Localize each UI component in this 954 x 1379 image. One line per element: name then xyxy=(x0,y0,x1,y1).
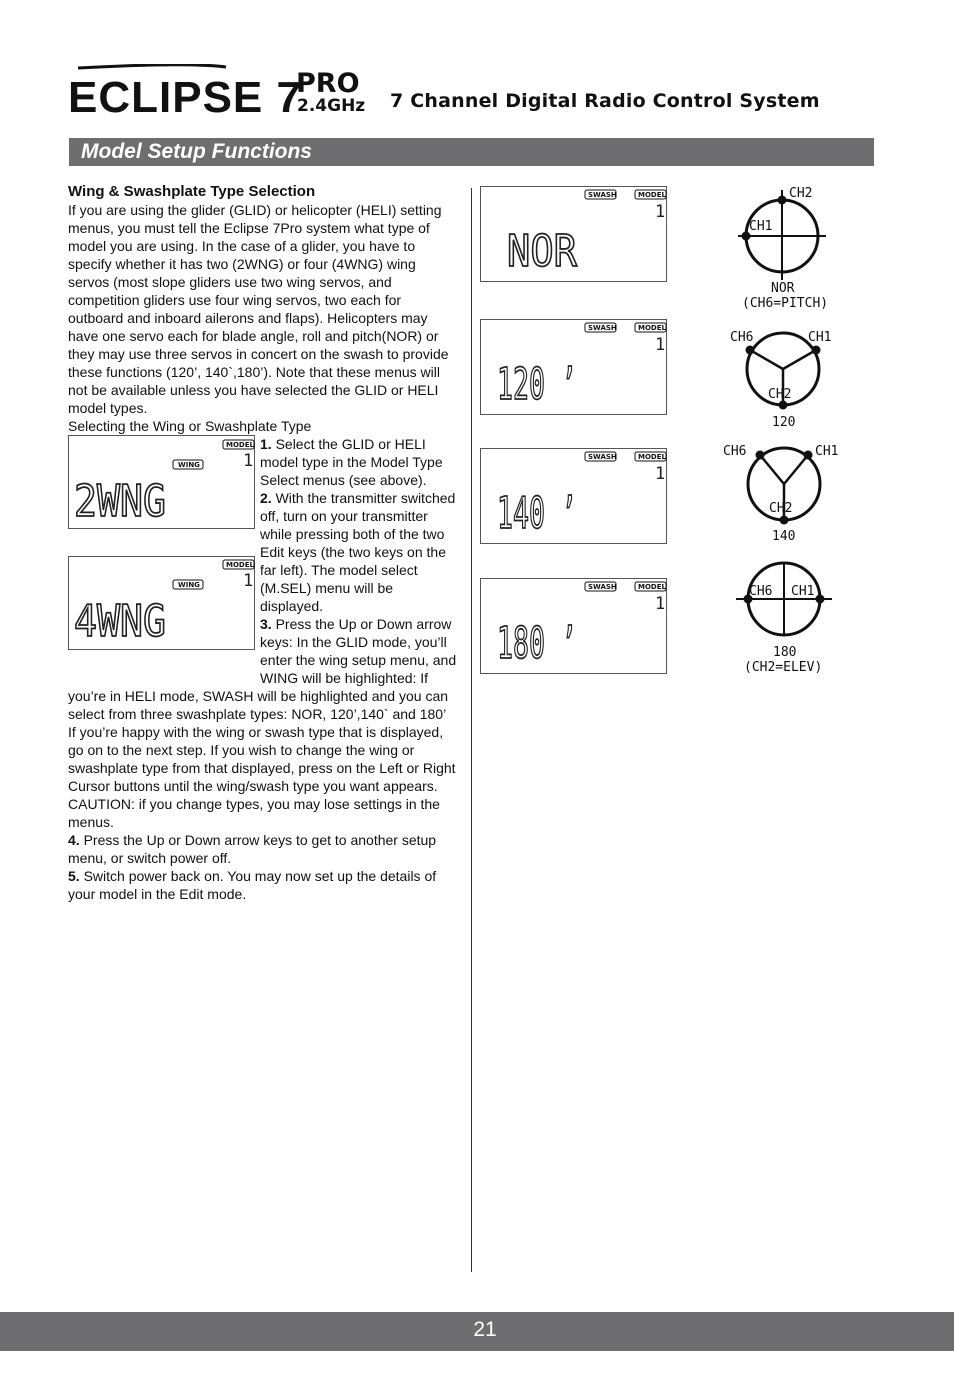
lcd-tag-model: MODEL xyxy=(638,583,666,591)
swash-diagram-180 xyxy=(720,555,860,680)
lcd-tag-model: MODEL xyxy=(638,324,666,332)
section-bar xyxy=(69,138,874,166)
lcd-model-number: 1 xyxy=(243,571,254,591)
lcd-tag-model: MODEL xyxy=(226,561,254,569)
lcd-tag-model: MODEL xyxy=(638,453,666,461)
lcd-tag-wing: WING xyxy=(178,461,200,469)
intro-paragraph: If you are using the glider (GLID) or helicopter (HELI) setting menus, you must tell the Eclipse 7Pro system what type of model you are using. In the case of a glider, you have to specify whether it has two (2WNG) or four (4WNG) wing servos (most slope gliders use two wing servos, and competition gliders use four wing servos, two each for outboard and inboard ailerons and flaps). Helicopters may have one servo each for blade angle, roll and pitch(NOR) or they may use three servos in concert on the swash to provide these functions (120’, 140`,180’). Note that these menus will not be available unless you have selected the GLID or HELI model types. xyxy=(68,202,449,416)
column-divider xyxy=(471,188,472,1272)
lcd-model-number: 1 xyxy=(655,594,666,614)
diagram-label-ch1: CH1 xyxy=(749,219,773,234)
brand-name: ECLIPSE 7 xyxy=(68,73,302,120)
lcd-tag-swash: SWASH xyxy=(588,453,617,461)
main-text-column xyxy=(68,183,458,903)
lcd-tag-model: MODEL xyxy=(226,441,254,449)
lcd-screen-140 xyxy=(480,448,667,544)
diagram-name: 120 xyxy=(772,415,796,430)
step-4: 4. Press the Up or Down arrow keys to get to another setup menu, or switch power off. xyxy=(68,832,437,866)
brand-logo xyxy=(68,64,388,120)
swash-diagram-140 xyxy=(720,438,860,553)
lcd-model-number: 1 xyxy=(655,335,666,355)
lcd-tag-swash: SWASH xyxy=(588,191,617,199)
lcd-tag-swash: SWASH xyxy=(588,583,617,591)
lcd-model-number: 1 xyxy=(243,451,254,471)
diagram-label-ch2: CH2 xyxy=(769,501,793,516)
page-number: 21 xyxy=(473,1318,497,1341)
lcd-tag-swash: SWASH xyxy=(588,324,617,332)
section-title: Model Setup Functions xyxy=(81,140,312,163)
wing-lcd-group xyxy=(68,435,258,677)
lcd-model-number: 1 xyxy=(655,202,666,222)
diagram-name: 140 xyxy=(772,529,796,544)
diagram-label-ch1: CH1 xyxy=(791,584,815,599)
lcd-screen-4wng xyxy=(68,556,255,650)
swash-diagram-120 xyxy=(720,325,860,440)
diagram-label-ch6: CH6 xyxy=(723,444,747,459)
diagram-label-ch1: CH1 xyxy=(808,330,832,345)
diagram-label-ch1: CH1 xyxy=(815,444,839,459)
footer-bar xyxy=(0,1312,954,1351)
step-3: 3. Press the Up or Down arrow keys: In the GLID mode, you’ll enter the wing setup menu, and WING will be highlighted: If you’re in HELI mode, SWASH will be highlighted and you can select from three swashplate types: NOR, 120’,140` and 180’ xyxy=(68,616,457,722)
lcd-tag-wing: WING xyxy=(178,581,200,589)
diagram-label-ch2: CH2 xyxy=(789,186,813,201)
lcd-screen-120 xyxy=(480,319,667,415)
diagram-name: 180 xyxy=(773,645,797,660)
section-heading: Wing & Swashplate Type Selection xyxy=(68,183,316,200)
step-1: 1. Select the GLID or HELI model type in the Model Type Select menus (see above). xyxy=(260,436,443,488)
diagram-label-ch2: CH2 xyxy=(768,387,792,402)
step-2: 2. With the transmitter switched off, turn on your transmitter while pressing both of the two Edit keys (the two keys on the far left). The model select (M.SEL) menu will be displayed. xyxy=(260,490,456,614)
lcd-model-number: 1 xyxy=(655,464,666,484)
lcd-screen-nor xyxy=(480,186,667,282)
lcd-tag-model: MODEL xyxy=(638,191,666,199)
header-subtitle: 7 Channel Digital Radio Control System xyxy=(390,90,820,112)
happy-paragraph: If you’re happy with the wing or swash type that is displayed, go on to the next step. If you wish to change the wing or swashplate type from that displayed, press on the Left or Right Cursor buttons until the wing/swash type you want appears. CAUTION: if you change types, you may lose settings in the menus. xyxy=(68,724,456,830)
lcd-value: 120 ’ xyxy=(497,359,577,410)
lcd-screen-2wng xyxy=(68,435,255,529)
step-5: 5. Switch power back on. You may now set up the details of your model in the Edit mode. xyxy=(68,868,437,902)
lcd-value: 4WNG xyxy=(74,596,166,647)
diagram-name: NOR xyxy=(771,281,795,296)
lcd-value: 2WNG xyxy=(74,476,166,527)
diagram-note: (CH2=ELEV) xyxy=(744,660,823,675)
lcd-value: 180 ’ xyxy=(497,618,577,669)
diagram-label-ch6: CH6 xyxy=(749,584,773,599)
lcd-value: NOR xyxy=(507,226,578,277)
brand-suffix: PRO xyxy=(296,68,360,99)
brand-frequency: 2.4GHz xyxy=(297,96,366,116)
lcd-value: 140 ’ xyxy=(497,488,577,539)
lcd-screen-180 xyxy=(480,578,667,674)
diagram-label-ch6: CH6 xyxy=(730,330,754,345)
swash-diagram-nor xyxy=(720,180,860,320)
diagram-note: (CH6=PITCH) xyxy=(742,296,829,311)
selecting-line: Selecting the Wing or Swashplate Type xyxy=(68,418,312,434)
